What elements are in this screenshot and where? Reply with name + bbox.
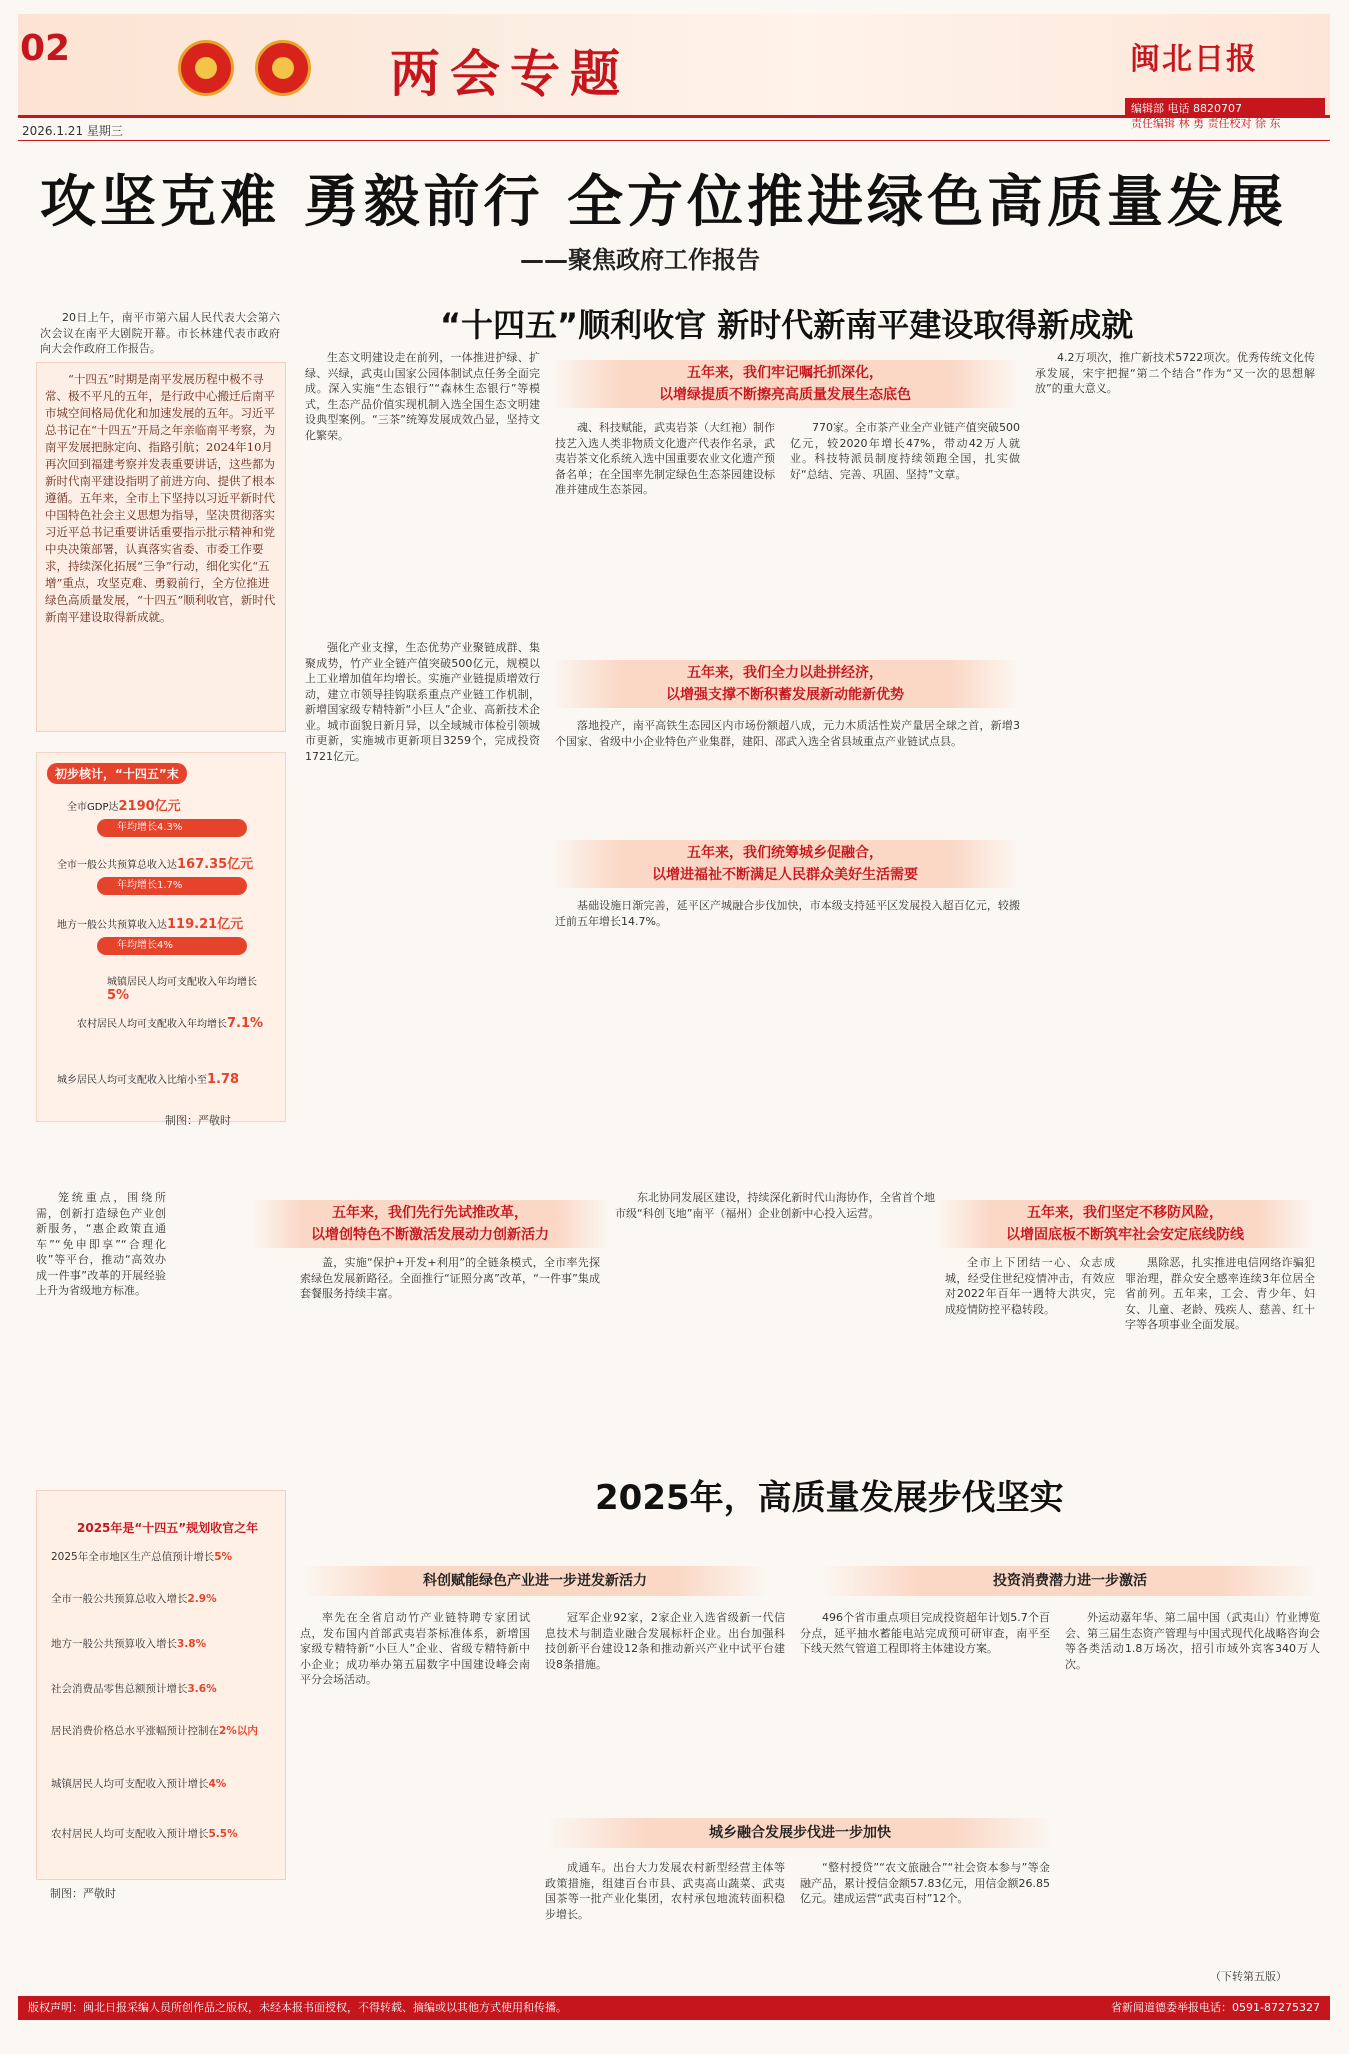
goal-item: 农村居民人均可支配收入预计增长5.5% [51, 1828, 238, 1840]
paper-logo: 闽北日报 [1130, 42, 1258, 77]
copyright-notice: 版权声明：闽北日报采编人员所创作品之版权，未经本报书面授权，不得转载、摘编或以其他方式使用和传播。 [28, 2001, 567, 2014]
goal-item: 2025年全市地区生产总值预计增长5% [51, 1551, 233, 1563]
stat-rural-income: 农村居民人均可支配收入年均增长7.1% [77, 1016, 264, 1031]
cppcc-emblem-icon [255, 40, 311, 96]
footer-bar [18, 1996, 1330, 2020]
goals-title: 2025年是“十四五”规划收官之年 [77, 1521, 259, 1535]
stat-gdp-growth: 年均增长4.3% [97, 819, 247, 837]
issue-date: 2026.1.21 星期三 [22, 124, 123, 138]
stat-urban-income: 城镇居民人均可支配收入年均增长5% [107, 977, 257, 1003]
article-column: 强化产业支撑，生态优势产业聚链成群、集聚成势，竹产业全链产值突破500亿元，规模以上工业增加值年均增长。实施产业链提质增效行动，建立市领导挂钩联系重点产业链工作机制，新增国家级专精特新“小巨人”企业、高新技术企业。城市面貌日新月异，以全域城市体检引领城市更新，实施城市更新项目3259个，完成投资1721亿元。 [305, 641, 540, 763]
article-column: 东北协同发展区建设，持续深化新时代山海协作，全省首个地市级“科创飞地”南平（福州）企业创新中心投入运营。 [615, 1191, 935, 1220]
article-column: 冠军企业92家，2家企业入选省级新一代信息技术与制造业融合发展标杆企业。出台加强科技创新平台建设12条和推动新兴产业中试平台建设8条措施。 [545, 1611, 785, 1671]
highlight-banner: 五年来，我们统筹城乡促融合， 以增进福祉不断满足人民群众美好生活需要 [550, 840, 1020, 888]
article-column: “整村授贷”“农文旅融合”“社会资本参与”等金融产品，累计授信金额57.83亿元，用信金额26.85亿元。建成运营“武夷百村”12个。 [800, 1861, 1050, 1905]
article-column: 笼统重点，围绕所需，创新打造绿色产业创新服务，“惠企政策直通车”“免申即享”“合理化收”等平台，推动“高效办成一件事”改革的开展经验上升为省级地方标准。 [36, 1191, 166, 1297]
goal-item: 全市一般公共预算总收入增长2.9% [51, 1593, 217, 1605]
stat-local-budget: 地方一般公共预算收入达119.21亿元 [57, 917, 244, 932]
national-emblem-icon [178, 40, 234, 96]
stat-budget-growth: 年均增长1.7% [97, 877, 247, 895]
lead-paragraph: 20日上午，南平市第六届人民代表大会第六次会议在南平大剧院开幕。市长林建代表市政府向大会作政府工作报告。 [40, 311, 280, 355]
article-column: 落地投产，南平高铁生态园区内市场份额超八成，元力木质活性炭产量居全球之首，新增3个国家、省级中小企业特色产业集群，建阳、邵武入选全省县域重点产业链试点县。 [555, 719, 1020, 748]
article-column: 全市上下团结一心、众志成城，经受住世纪疫情冲击，有效应对2022年百年一遇特大洪灾，完成疫情防控平稳转段。 [945, 1256, 1115, 1316]
article-column: 496个省市重点项目完成投资超年计划5.7个百分点，延平抽水蓄能电站完成预可研审查，南平至下线天然气管道工程即将主体建设方案。 [800, 1611, 1050, 1655]
editor-info-2: 责任编辑 林 勇 责任校对 徐 东 [1131, 117, 1281, 130]
subsection-banner: 科创赋能绿色产业进一步迸发新活力 [300, 1566, 770, 1596]
subsection-banner: 投资消费潜力进一步激活 [820, 1566, 1320, 1596]
highlight-banner: 五年来，我们先行先试推改革， 以增创特色不断激活发展动力创新活力 [250, 1200, 610, 1248]
goal-item: 地方一般公共预算收入增长3.8% [51, 1638, 207, 1650]
goal-item: 城镇居民人均可支配收入预计增长4% [51, 1778, 227, 1790]
highlight-banner: 五年来，我们牢记嘱托抓深化， 以增绿提质不断擦亮高质量发展生态底色 [550, 360, 1020, 408]
subsection-banner: 城乡融合发展步伐进一步加快 [545, 1818, 1055, 1848]
goal-item: 社会消费品零售总额预计增长3.6% [51, 1683, 217, 1695]
stats-infographic [36, 752, 286, 1122]
goal-item: 居民消费价格总水平涨幅预计控制在2%以内 [51, 1725, 258, 1737]
goals-infographic [36, 1490, 286, 1880]
article-column: 黑除恶，扎实推进电信网络诈骗犯罪治理，群众安全感率连续3年位居全省前列。五年来，工会、青少年、妇女、儿童、老龄、残疾人、慈善、红十字等各项事业全面发展。 [1125, 1256, 1315, 1331]
editor-info: 编辑部 电话 8820707 [1125, 98, 1325, 118]
article-column: 基础设施日渐完善，延平区产城融合步伐加快，市本级支持延平区发展投入超百亿元，较搬迁前五年增长14.7%。 [555, 899, 1020, 928]
goals-credit: 制图：严敬时 [50, 1887, 116, 1900]
stat-budget-total: 全市一般公共预算总收入达167.35亿元 [57, 857, 254, 872]
stat-local-growth: 年均增长4% [97, 937, 247, 955]
stats-title: 初步核计，“十四五”末 [47, 763, 187, 784]
article-column: 生态文明建设走在前列，一体推进护绿、扩绿、兴绿，武夷山国家公园体制试点任务全面完成。深入实施“生态银行”“森林生态银行”等模式，生态产品价值实现机制入选全国生态文明建设典型案例。“三茶”统筹发展成效凸显，坚持文化繁荣。 [305, 351, 540, 442]
article-column: 770家。全市茶产业全产业链产值突破500亿元，较2020年增长47%，带动42万人就业。科技特派员制度持续领跑全国，扎实做好“总结、完善、巩固、坚持”文章。 [790, 421, 1020, 481]
article-column: 盖，实施“保护+开发+利用”的全链条模式，全市率先探索绿色发展新路径。全面推行“证照分离”改革，“一件事”集成套餐服务持续丰富。 [300, 1256, 600, 1300]
hotline: 省新闻道德委举报电话：0591-87275327 [1111, 2001, 1320, 2014]
section-title-2: 2025年，高质量发展步伐坚实 [595, 1478, 1064, 1518]
article-column: 率先在全省启动竹产业链特聘专家团试点，发布国内首部武夷岩茶标准体系，新增国家级专精特新“小巨人”企业、省级专精特新中小企业；成功举办第五届数字中国建设峰会南平分会场活动。 [300, 1611, 530, 1686]
stat-income-ratio: 城乡居民人均可支配收入比缩小至1.78 [57, 1072, 240, 1087]
subheadline: ——聚焦政府工作报告 [520, 246, 760, 274]
article-column: 成通车。出台大力发展农村新型经营主体等政策措施，组建百台市县、武夷高山蔬菜、武夷国茶等一批产业化集团，农村承包地流转面积稳步增长。 [545, 1861, 785, 1921]
article-column: 魂、科技赋能，武夷岩茶（大红袍）制作技艺入选人类非物质文化遗产代表作名录，武夷岩茶文化系统入选中国重要农业文化遗产预备名单；在全国率先制定绿色生态茶园建设标准并建成生态茶园。 [555, 421, 775, 496]
article-column: 4.2万项次，推广新技术5722项次。优秀传统文化传承发展，宋宇把握“第二个结合”作为“又一次的思想解放”的重大意义。 [1035, 351, 1315, 395]
highlight-banner: 五年来，我们全力以赴拼经济， 以增强支撑不断积蓄发展新动能新优势 [550, 660, 1020, 708]
page-number: 02 [20, 28, 71, 69]
divider [18, 140, 1330, 141]
section-title: 两会专题 [390, 44, 630, 103]
highlight-banner: 五年来，我们坚定不移防风险， 以增固底板不断筑牢社会安定底线防线 [935, 1200, 1315, 1248]
main-headline: 攻坚克难 勇毅前行 全方位推进绿色高质量发展 [40, 170, 1287, 235]
stat-gdp: 全市GDP达2190亿元 [67, 799, 181, 814]
section-title-1: “十四五”顺利收官 新时代新南平建设取得新成就 [440, 306, 1134, 344]
intro-box: “十四五”时期是南平发展历程中极不寻常、极不平凡的五年，是行政中心搬迁后南平市城空间格局优化和加速发展的五年。习近平总书记在“十四五”开局之年亲临南平考察，为南平发展把脉定向、指路引航；2024年10月再次回到福建考察并发表重要讲话，这些都为新时代南平建设指明了前进方向、提供了根本遵循。五年来，全市上下坚持以习近平新时代中国特色社会主义思想为指导，坚决贯彻落实习近平总书记重要讲话重要指示批示精神和党中央决策部署，认真落实省委、市委工作要求，持续深化拓展“三争”行动，细化实化“五增”重点，攻坚克难、勇毅前行，全方位推进绿色高质量发展，“十四五”顺利收官，新时代新南平建设取得新成就。 [36, 362, 286, 732]
stats-credit: 制图：严敬时 [165, 1114, 231, 1127]
article-column: 外运动嘉年华、第二届中国（武夷山）竹业博览会、第三届生态资产管理与中国式现代化战略咨询会等各类活动1.8万场次，招引市域外宾客340万人次。 [1065, 1611, 1320, 1671]
continued-note: （下转第五版） [1210, 1970, 1287, 1983]
